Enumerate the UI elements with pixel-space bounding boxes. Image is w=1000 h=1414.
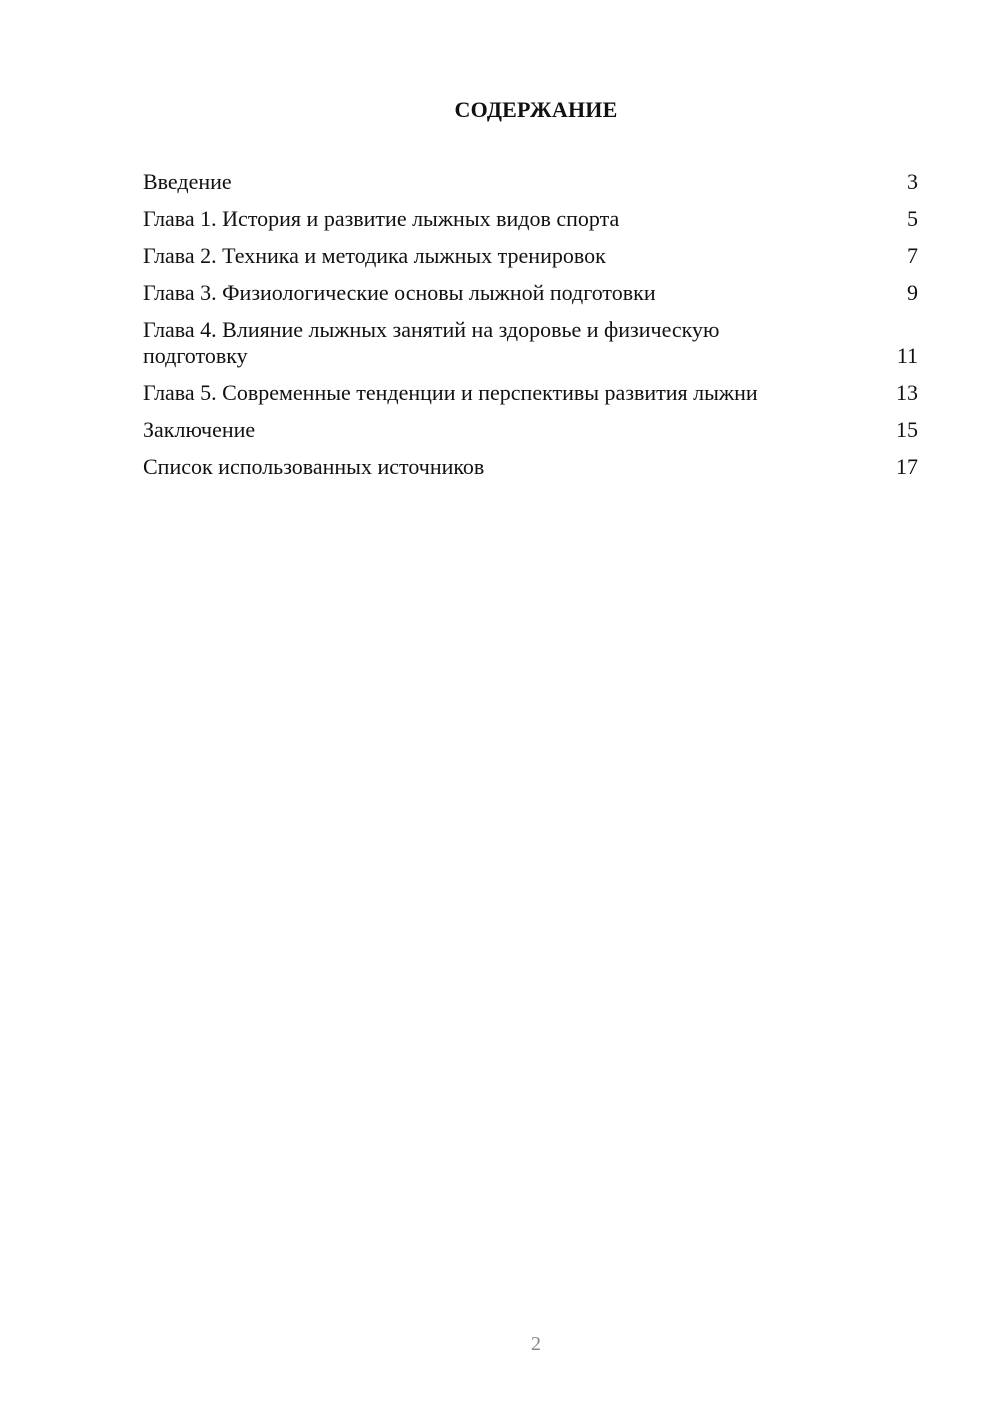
toc-entry — [143, 417, 918, 443]
toc-entry — [143, 280, 918, 306]
toc-entry-page: 15 — [896, 417, 918, 442]
toc-entry-title: Введение — [143, 169, 232, 194]
toc-entry-page: 13 — [896, 380, 918, 405]
toc-entry-page: 7 — [907, 243, 918, 268]
table-of-contents — [143, 169, 918, 491]
toc-entry-title: Глава 1. История и развитие лыжных видов спорта — [143, 206, 620, 231]
toc-entry — [143, 243, 918, 269]
toc-entry — [143, 169, 918, 195]
toc-entry-page: 11 — [896, 343, 918, 368]
page-number: 2 — [531, 1333, 541, 1355]
toc-entry-title: Глава 2. Техника и методика лыжных тренировок — [143, 243, 606, 268]
toc-entry-page: 3 — [907, 169, 918, 194]
toc-entry-title: Глава 3. Физиологические основы лыжной подготовки — [143, 280, 656, 305]
toc-entry — [143, 317, 918, 369]
toc-entry — [143, 380, 918, 406]
toc-entry — [143, 206, 918, 232]
toc-entry-title: Список использованных источников — [143, 454, 485, 479]
toc-entry-title: Глава 4. Влияние лыжных занятий на здоровье и физическую подготовку — [143, 317, 720, 368]
page-title: СОДЕРЖАНИЕ — [454, 97, 618, 122]
toc-entry-page: 17 — [896, 454, 918, 479]
toc-entry-page: 5 — [907, 206, 918, 231]
toc-entry-page: 9 — [907, 280, 918, 305]
toc-entry-title: Глава 5. Современные тенденции и перспективы развития лыжни — [143, 380, 758, 405]
toc-entry-title: Заключение — [143, 417, 256, 442]
toc-entry — [143, 454, 918, 480]
